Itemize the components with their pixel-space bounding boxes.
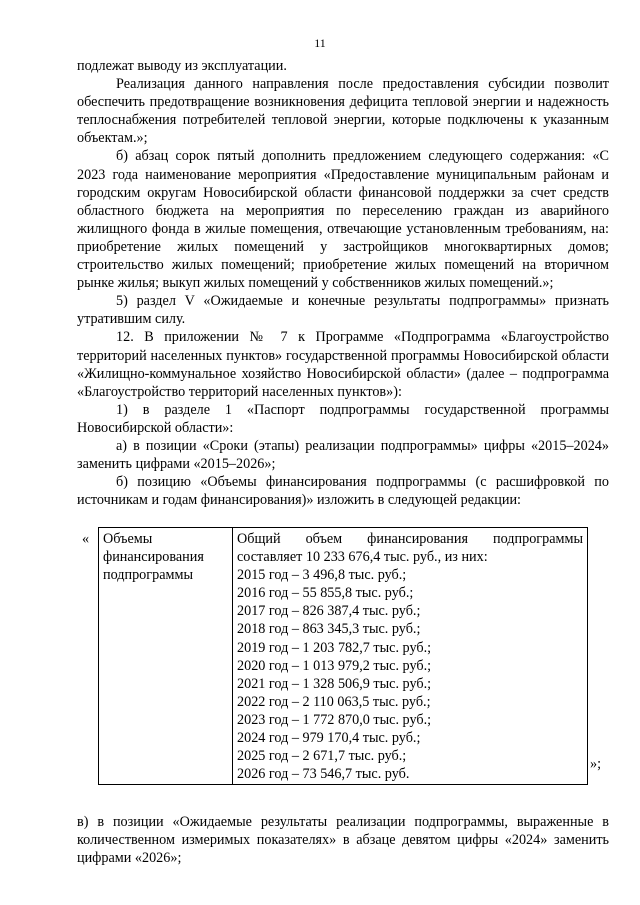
paragraph-terms: а) в позиции «Сроки (этапы) реализации подпрограммы» цифры «2015–2024» заменить цифрами «2015–2026»;: [77, 437, 609, 473]
table-row: [99, 528, 588, 785]
paragraph-heat-supply: Реализация данного направления после предоставления субсидии позволит обеспечить предотвращение возникновения дефицита тепловой энергии и надежность теплоснабжения потребителей тепловой энергии, которые подключены к указанным объектам.»;: [77, 76, 609, 147]
funding-year-2022: 2022 год – 2 110 063,5 тыс. руб.;: [237, 693, 431, 710]
document-body: [77, 57, 609, 509]
funding-year-2020: 2020 год – 1 013 979,2 тыс. руб.;: [237, 657, 432, 674]
paragraph-section-1: 1) в разделе 1 «Паспорт подпрограммы государственной программы Новосибирской области»:: [77, 401, 609, 436]
page-number: 11: [314, 36, 326, 50]
funding-year-2026: 2026 год – 73 546,7 тыс. руб.: [237, 766, 410, 783]
funding-year-2015: 2015 год – 3 496,8 тыс. руб.;: [237, 567, 407, 584]
paragraph-abzac-45: б) абзац сорок пятый дополнить предложением следующего содержания: «С 2023 года наименование мероприятия «Предоставление муниципальным районам и городским округам Новосибирской области финансовой поддержки за счет средств областного бюджета на мероприятия по переселению граждан из аварийного жилищного фонда в жилые помещения, отвечающие установленным требованиям, на: приобретение жилых помещений у застройщиков многоквартирных домов; строительство жилых помещений; приобретение жилых помещений на вторичном рынке жилья; выкуп жилых помещений у собственников жилых помещений.»;: [77, 148, 609, 292]
paragraph-item-12: 12. В приложении № 7 к Программе «Подпрограмма «Благоустройство территорий населенных пунктов» государственной программы Новосибирской области «Жилищно-коммунальное хозяйство Новосибирской области» (далее – подпрограмма «Благоустройство территорий населенных пунктов»):: [77, 329, 609, 400]
funding-year-2023: 2023 год – 1 772 870,0 тыс. руб.;: [237, 711, 432, 728]
funding-year-2018: 2018 год – 863 345,3 тыс. руб.;: [237, 621, 421, 638]
open-quote: «: [82, 531, 90, 547]
funding-year-2021: 2021 год – 1 328 506,9 тыс. руб.;: [237, 675, 432, 692]
funding-total-line2: составляет 10 233 676,4 тыс. руб., из них:: [237, 549, 488, 566]
close-quote: »;: [590, 756, 602, 772]
funding-values-cell: [233, 528, 588, 785]
funding-year-2019: 2019 год – 1 203 782,7 тыс. руб.;: [237, 639, 432, 656]
document-body-after-table: [77, 813, 609, 867]
funding-table-block: [77, 525, 633, 783]
funding-year-2017: 2017 год – 826 387,4 тыс. руб.;: [237, 603, 421, 620]
funding-total-line1: Общий объем финансирования подпрограммы: [237, 531, 583, 547]
paragraph-section-5: 5) раздел V «Ожидаемые и конечные результаты подпрограммы» признать утратившим силу.: [77, 293, 609, 328]
funding-label-cell: Объемы финансирования подпрограммы: [99, 528, 233, 785]
paragraph-expected-results: в) в позиции «Ожидаемые результаты реализации подпрограммы, выраженные в количественном измеримых показателях» в абзаце девятом цифры «2024» заменить цифрами «2026»;: [77, 814, 609, 867]
funding-year-2024: 2024 год – 979 170,4 тыс. руб.;: [237, 730, 421, 747]
funding-table: [98, 527, 588, 785]
paragraph-continuation: подлежат выводу из эксплуатации.: [77, 58, 287, 74]
paragraph-funding-position: б) позицию «Объемы финансирования подпрограммы (с расшифровкой по источникам и годам финансирования)» изложить в следующей редакции:: [77, 474, 609, 509]
funding-year-2025: 2025 год – 2 671,7 тыс. руб.;: [237, 748, 407, 765]
funding-year-2016: 2016 год – 55 855,8 тыс. руб.;: [237, 585, 414, 602]
